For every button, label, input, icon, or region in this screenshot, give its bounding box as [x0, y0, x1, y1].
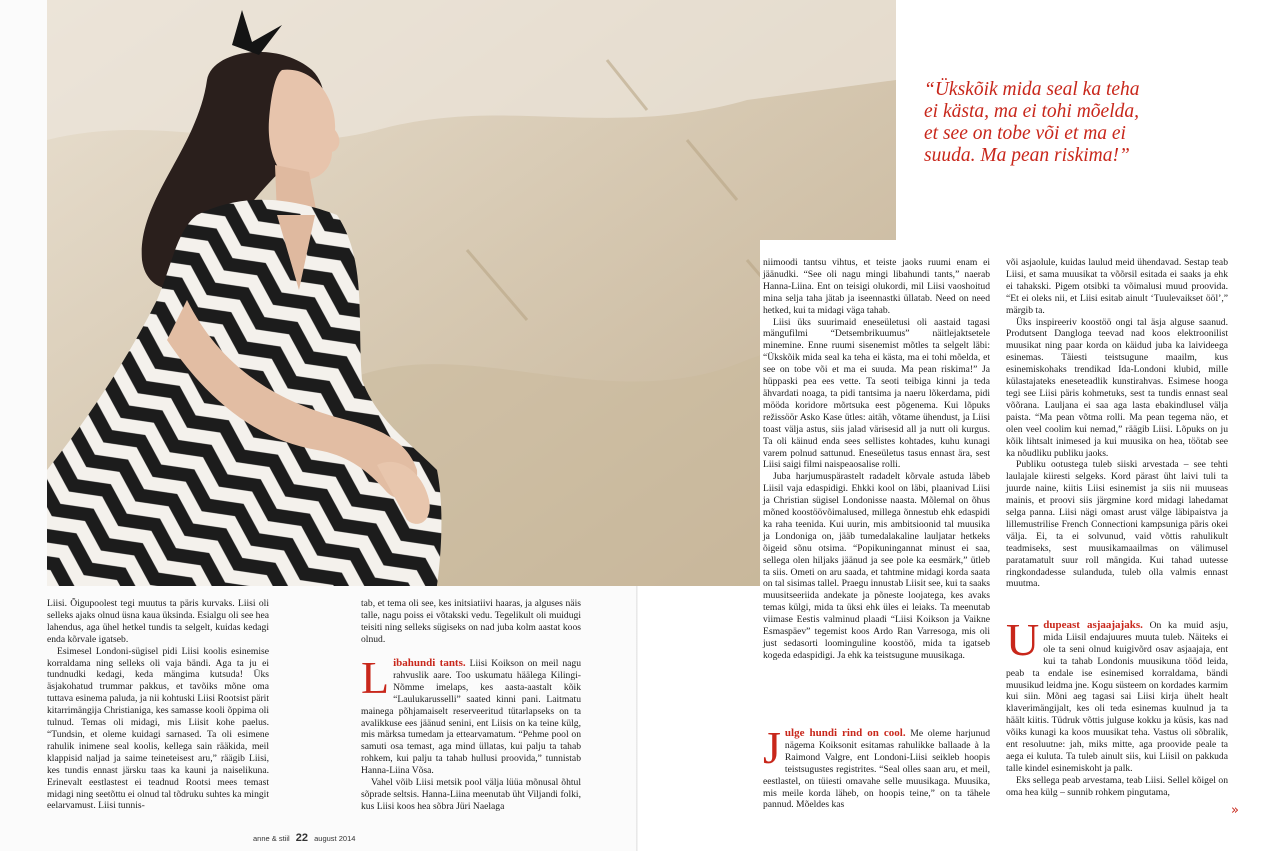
paragraph: Vahel võib Liisi metsik pool välja lüüa mõnusal õhtul sõprade seltsis. Hanna-Liina meenutab üht Viljandi folki, kus Liisi koos hea sõbra Jüri Naelaga	[361, 777, 581, 812]
paragraph: Publiku ootustega tuleb siiski arvestada – see tehti laulajale kiiresti selgeks. Kord pärast üht laivi tuli ta juurde naine, kiitis Liisi esinemist ja siis nii muuseas mainis, et proovi siis järgmine kord midagi lahedamat selga panna. Liisi nägi omast arust välge läbipaistva ja lillemustrilise French Connectioni kampsuniga päris okei välja. Ei, ta ei solvunud, vaid võttis rahulikult teadmiseks, sest muusikamaailmas on välimusel paratamatult suur roll mängida. Kui tahad uutesse ringkondadesse sulanduda, tuleb olla valmis ennast muutma.	[1006, 459, 1228, 590]
paragraph: tab, et tema oli see, kes initsiatiivi haaras, ja alguses näis talle, nagu poiss ei võtakski vedu. Tegelikult oli muidugi teisiti ning selleks sügiseks on nad juba kolm aastat koos olnud.	[361, 598, 581, 645]
article-section-julge	[763, 722, 990, 811]
section-subhead: ibahundi tants.	[393, 657, 466, 669]
paragraph-text: Me oleme harjunud nägema Koiksonit esitamas rahulikke ballaade à la Raimond Valgre, ent Londoni-Liisi seikleb hoopis teistsugustes registrites. “Seal olles saan aru, et meil, eestlastel, on tüiesti omavahe selle muusikaga. Muusika, mis meile korda läheb, on hoopis teine,” on ta tähele pannud. Mõeldes kas	[763, 728, 990, 811]
article-column-3	[763, 257, 990, 662]
continue-arrow-icon: »	[1231, 803, 1239, 818]
paragraph-text: Liisi Koikson on meil nagu rahvuslik aare. Too uskumatu häälega Kilingi-Nõmme imelaps, kes aasta-aastalt kõik “Laulukarusselli” saated kinni pani. Laitmatu mainega põhjamaiselt reserveeritud tütarlapseks on ta avalikkuse ees jäänud senini, ent Liisis on ka teine külg, mis märksa tumedam ja ettearvamatum. “Pehme pool on samuti osa temast, aga mind üllatas, kui palju ta tahab rohkem, kui palju ta tahab hullusi proovida,” tunnistab Hanna-Liina Võsa.	[361, 658, 581, 777]
paragraph	[361, 652, 581, 777]
paragraph: Liisi üks suurimaid eneseületusi oli aastaid tagasi mängufilmi “Detsembrikuumus” näitlejaktsetele minemine. Enne ruumi sisenemist mõtles ta selgelt läbi: “Ükskõik mida seal ka teha ei kästa, ma ei tohi mõelda, et see on tobe või et ma ei suuda. Ma pean riskima!” Ja hüppaski pea ees vette. Ta seoti teibiga kinni ja teda ähvardati noaga, ta pidi tantsima ja naeru lõkerdama, pidi mööda koridore mõrtsuka eest põgenema. Kui lõpuks režissöör Asko Kase ütles: aitäh, võtame ühendust, ja Liisi toast välja astus, siis jalad värisesid all ja nutt oli kurgus. Ta oli käinud enda sees sellistes kohtades, kuhu kunagi varem polnud sattunud. Eneseületus tasus ennast ära, sest Liisi saigi filmi naispeaosalise rolli.	[763, 316, 990, 471]
drop-cap: U	[1006, 614, 1040, 665]
drop-cap: L	[361, 652, 390, 703]
article-column-4	[1006, 257, 1228, 590]
section-subhead: ulge hundi rind on cool.	[784, 727, 906, 739]
magazine-name: anne & stiil	[253, 834, 290, 843]
article-column-2	[361, 598, 581, 646]
paragraph: niimoodi tantsu vihtus, et teiste jaoks ruumi enam ei jäänudki. “See oli nagu mingi libahundi tants,” naerab Hanna-Liina. Ent on teisigi olukordi, mil Liisi vaoshoitud mina selja taha jätab ja iseennastki üllatab. Need on need hetked, kui ta midagi väga tahab.	[763, 257, 990, 316]
paragraph: Juba harjumuspärastelt radadelt kõrvale astuda läbeb Liisil vaja edaspidigi. Ehkki kool on läbi, plaanivad Liisi ja Christian sügisel Londonisse naasta. Mõlemal on õhus mõned koostöövõimalused, millega õnnestub ehk edaspidi ka raha teenida. Kui uurin, mis ambitsioonid tal muusika ja Londoniga on, jääb tumedalakaline lauljatar hetkeks õigeid sõnu otsima. “Popikuningannat minust ei saa, sellega olen hiljaks jäänud ja see pole ka eesmärk,” ütleb ta siis. Ometi on aru saada, et tahtmine midagi korda saata on tal sisimas tallel. Praegu innustab Liisit see, kui ta saaks muusitseeriida andekate ja põneste loojatega, kes avaks temas külgi, mida ta üksi ehk üles ei leiaks. Ta meenutab viimase Eestis valminud plaadi “Liisi Koikson ja Vaikne Esmaspäev” tegemist koos Ardo Ran Varresoga, mis oli just sedasorti loominguline koostöö, mida ta igatseb kogeda edaspidigi. Ja ehk ka teistsugune muusikaga.	[763, 471, 991, 661]
page-number: 22	[295, 832, 309, 844]
article-column-1	[47, 598, 269, 812]
paragraph: või asjaolule, kuidas laulud meid ühendavad. Sestap teab Liisi, et sama muusikat ta võõrsil esitada ei saaks ja ehk ei tahakski. Pigem otsibki ta võimalusi muud proovida. “Et ei oleks nii, et Liisi esitab ainult ‘Tuulevaikset ööl’,” märgib ta.	[1006, 257, 1228, 316]
paragraph: Esimesel Londoni-sügisel pidi Liisi koolis esinemise korraldama ning selleks oli vaja bändi. Aga ta ju ei tundnudki kedagi, keda mängima kutsuda! Üks äsjakohatud trummar pakkus, et tavõiks mõne oma tuttava esinema paluda, ja nii kohtuski Liisi Rootsist pärit kitarrimängija Christianiga, kes samasse kooli õppima oli tulnud. Temas oli midagi, mis Liisit kohe paelus. “Tundsin, et oleme kuidagi sarnased. Ta oli esimene rahulik inimene seal koolis, kellega sain rääkida, meil klappisid naljad ja saime teineteisest aru,” räägib Liisi, kes tundis ennast järsku taas ka kauni ja naiselikuna. Erinevalt eestlastest ei teadnud Rootsi mees temast midagi ning seetõttu ei olnud tal tõdruku suhtes ka mingit eelarvamust. Liisi tunnis-	[47, 645, 269, 812]
paragraph: Liisi. Õigupoolest tegi muutus ta päris kurvaks. Liisi oli selleks ajaks olnud üsna kaua üksinda. Esialgu oli see hea lahendus, aga ühel hetkel tundis ta selgelt, kuidas kedagi enda kõrvale igatseb.	[47, 598, 269, 645]
article-section-udupeast	[1006, 614, 1228, 799]
paragraph	[1006, 614, 1228, 775]
drop-cap: J	[763, 722, 781, 773]
paragraph: Eks sellega peab arvestama, teab Liisi. Sellel kõigel on oma hea külg – sunnib rohkem pingutama,	[1006, 774, 1228, 798]
article-section-libahundi	[361, 652, 581, 813]
paragraph	[763, 722, 990, 811]
paragraph-text: On ka muid asju, mida Liisil endajuures muuta tuleb. Näiteks ei ole ta seni olnud kuigivõrd osav asjaajaja, ent kui ta tahab Londonis muusikuna tööd leida, peab ta endale ise esinemised korraldama, bändi muusikud leidma jne. Kogu süsteem on kordades karmim kui siin. Mõni aeg tagasi sai Liisi kirja ühelt healt klaverimängijalt, kes oli teda esinemas kuulnud ja ta häält kiitis. Tüdruk võttis julguse kokku ja küsis, kas nad võiks kunagi ka koos muusikat teha. Vastus oli sõbralik, ent resoluutne: jah, miks mitte, aga proovide peale ta aega ei kuluta. Ta tuleb ainult siis, kui Liisil on pakkuda talle kindel esinemiskoht ja palk.	[1006, 620, 1228, 774]
pull-quote: “Ükskõik mida seal ka teha ei kästa, ma ei tohi mõelda, et see on tobe või et ma ei suuda. Ma pean riskima!”	[924, 79, 1140, 166]
page-folio	[253, 832, 355, 844]
paragraph: Üks inspireeriv koostöö ongi tal äsja alguse saanud. Produtsent Dangloga teevad nad koos elektroonilist muusikat ning paar korda on käidud juba ka laivideega esinemas. Täiesti teistsugune maailm, kus esinemiskohaks trendikad Ida-Londoni klubid, mille külastajateks eneseteadlik kunstirahvas. Esimese hooga tegi see Liisi päris kohmetuks, sest ta tundis ennast seal võõrana. Lauljana ei saa aga lasta ebakindlusel välja paista. “Ma pean võtma rolli. Ma pean tegema näo, et olen veel coolim kui nemad,” räägib Liisi. Lõpuks on ju kõik lihtsalt inimesed ja kui muusika on hea, töötab see ka nõudliku publiku jaoks.	[1006, 316, 1228, 459]
section-subhead: dupeast asjaajajaks.	[1043, 619, 1143, 631]
issue-date: august 2014	[314, 834, 356, 843]
